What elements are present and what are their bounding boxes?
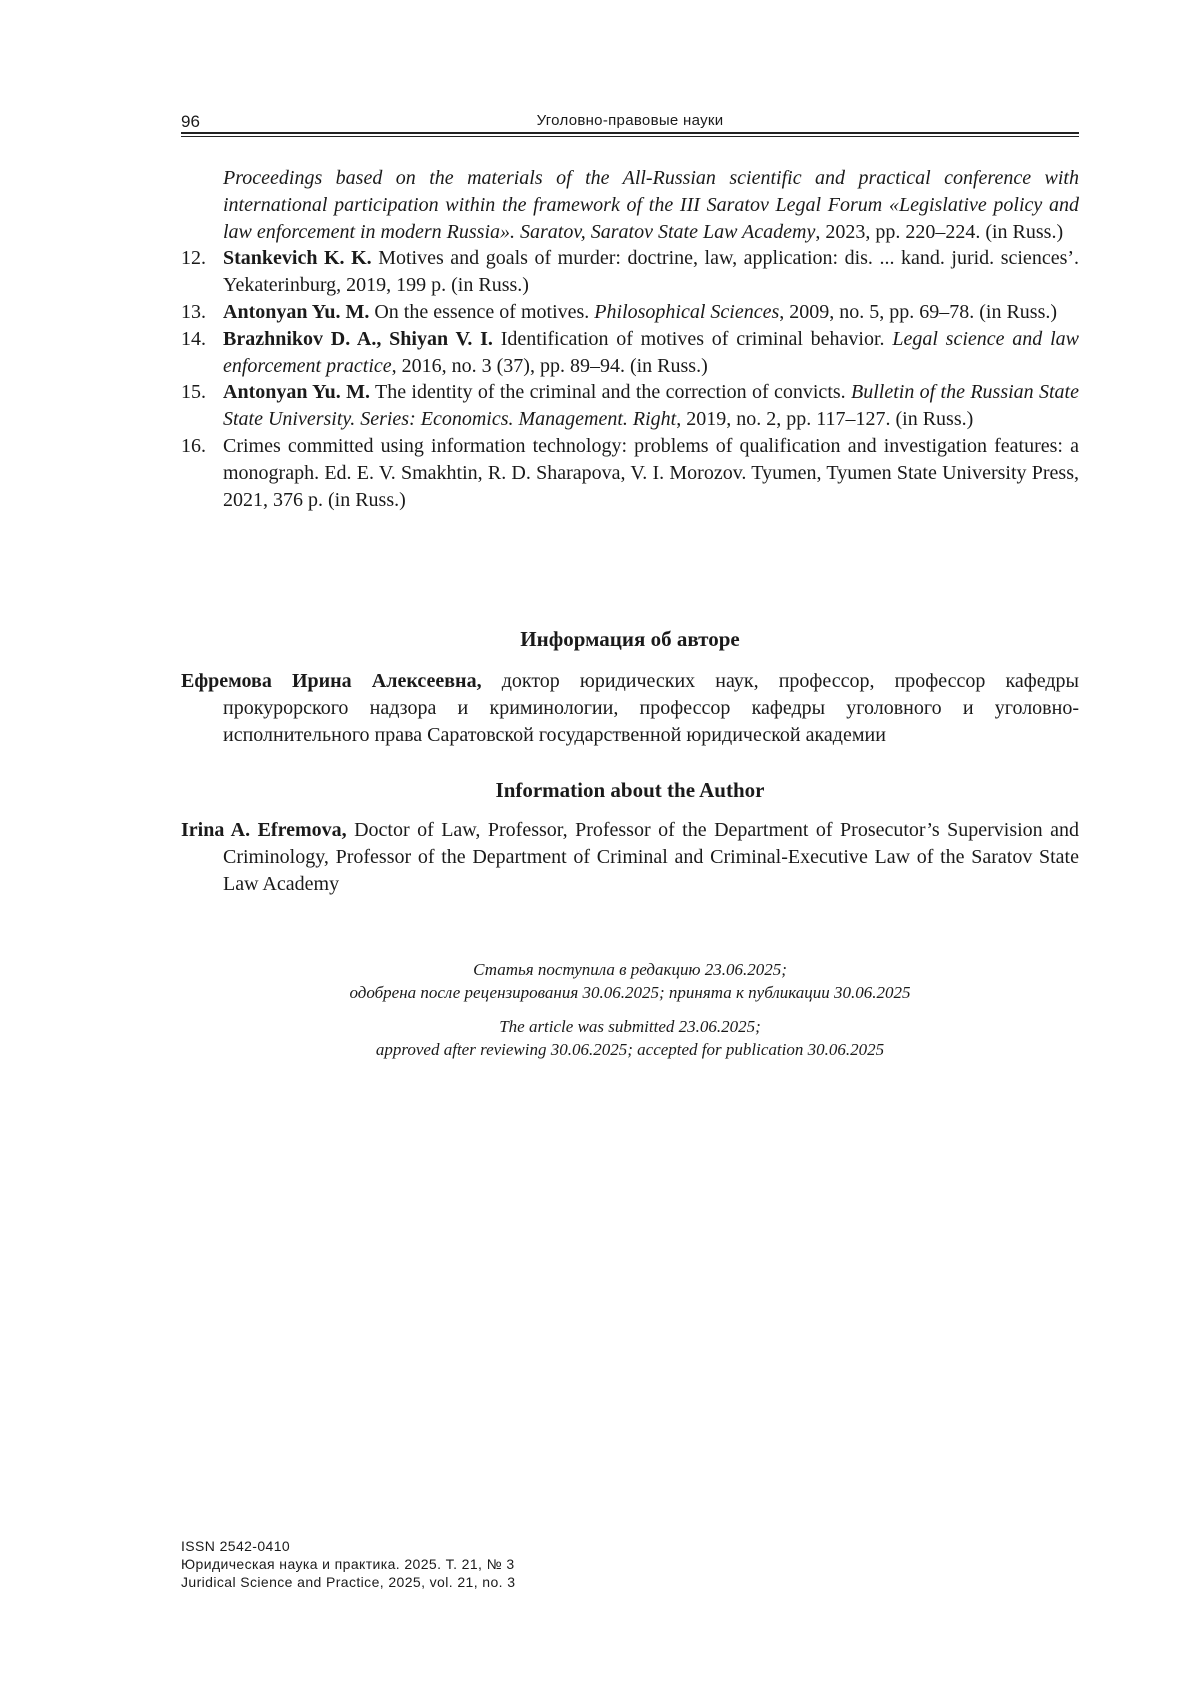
author-name-en: Irina A. Efremova,: [181, 819, 347, 841]
author-info-ru: [181, 668, 1079, 748]
reference-number: 12.: [181, 247, 206, 270]
approval-line: approved after reviewing 30.06.2025; accepted for publication 30.06.2025: [375, 1040, 885, 1059]
reference-number: 16.: [181, 434, 206, 457]
reference-source: Bulletin of the Russian State State University. Series: Economics. Management. Right: [223, 381, 1079, 431]
reference-title: Motives and goals of murder: doctrine, law, application: dis. ... kand. jurid. sciences’. Yekaterinburg, 2019, 199 p. (in Russ.): [223, 247, 1080, 297]
submission-line: The article was submitted 23.06.2025;: [499, 1017, 761, 1036]
reference-tail: , 2019, no. 2, pp. 117–127. (in Russ.): [676, 408, 974, 431]
author-info-heading-ru: Информация об авторе: [520, 627, 740, 651]
reference-authors: Antonyan Yu. M.: [223, 381, 371, 404]
reference-continuation-source: Proceedings based on the materials of the All-Russian scientific and practical conference with international participation within the framework of the III Saratov Legal Forum «Legislative policy and law enforcement in modern Russia». Saratov, Saratov State Law Academy: [223, 167, 1079, 243]
reference-number: 15.: [181, 381, 206, 404]
approval-line: одобрена после рецензирования 30.06.2025; принята к публикации 30.06.2025: [349, 983, 911, 1002]
journal-citation-ru: Юридическая наука и практика. 2025. Т. 21, № 3: [181, 1556, 515, 1572]
author-info-en: [181, 817, 1079, 897]
reference-source: Legal science and law enforcement practice: [223, 327, 1079, 377]
reference-continuation-tail: , 2023, pp. 220–224. (in Russ.): [815, 220, 1064, 243]
author-info-heading-en: Information about the Author: [495, 778, 765, 802]
reference-title: On the essence of motives.: [369, 300, 595, 323]
journal-footer: [181, 1537, 515, 1591]
reference-authors: Brazhnikov D. A., Shiyan V. I.: [223, 327, 493, 350]
reference-item: [181, 245, 1079, 299]
reference-continuation: [181, 165, 1079, 245]
reference-authors: Stankevich K. K.: [223, 247, 372, 270]
reference-tail: , 2016, no. 3 (37), pp. 89–94. (in Russ.): [391, 354, 708, 377]
reference-item: [181, 299, 1079, 326]
reference-item: [181, 326, 1079, 380]
reference-title: The identity of the criminal and the correction of convicts.: [370, 381, 851, 404]
reference-number: 13.: [181, 300, 206, 323]
author-name-ru: Ефремова Ирина Алексеевна,: [181, 670, 482, 692]
page-number: 96: [181, 112, 200, 131]
header-rule-thin: [181, 136, 1079, 137]
author-details-en: Doctor of Law, Professor, Professor of the Department of Prosecutor’s Supervision and Criminology, Professor of the Department of Criminal and Criminal-Executive Law of the Saratov State Law Academy: [223, 819, 1079, 895]
submission-line: Статья поступила в редакцию 23.06.2025;: [473, 960, 787, 979]
submission-dates-en: [181, 1015, 1079, 1061]
header-rule: [181, 132, 1079, 134]
journal-citation-en: Juridical Science and Practice, 2025, vol. 21, no. 3: [181, 1574, 516, 1590]
reference-title: Crimes committed using information technology: problems of qualification and investigation features: a monograph. Ed. E. V. Smakhtin, R. D. Sharapova, V. I. Morozov. Tyumen, Tyumen State University Press, 2021, 376 p. (in Russ.): [223, 434, 1079, 511]
reference-list: [181, 165, 1079, 513]
submission-dates-ru: [181, 958, 1079, 1004]
reference-authors: Antonyan Yu. M.: [223, 300, 370, 323]
reference-number: 14.: [181, 327, 206, 350]
issn: ISSN 2542-0410: [181, 1538, 291, 1554]
reference-item: [181, 379, 1079, 433]
author-details-ru: доктор юридических наук, профессор, профессор кафедры прокурорского надзора и криминологии, профессор кафедры уголовного и уголовно-исполнительного права Саратовской государственной юридической академии: [223, 670, 1079, 746]
section-title: Уголовно-правовые науки: [536, 112, 724, 129]
reference-item: [181, 433, 1079, 513]
reference-title: Identification of motives of criminal behavior.: [492, 327, 893, 350]
reference-source: Philosophical Sciences: [594, 300, 780, 323]
reference-tail: , 2009, no. 5, pp. 69–78. (in Russ.): [779, 300, 1058, 323]
